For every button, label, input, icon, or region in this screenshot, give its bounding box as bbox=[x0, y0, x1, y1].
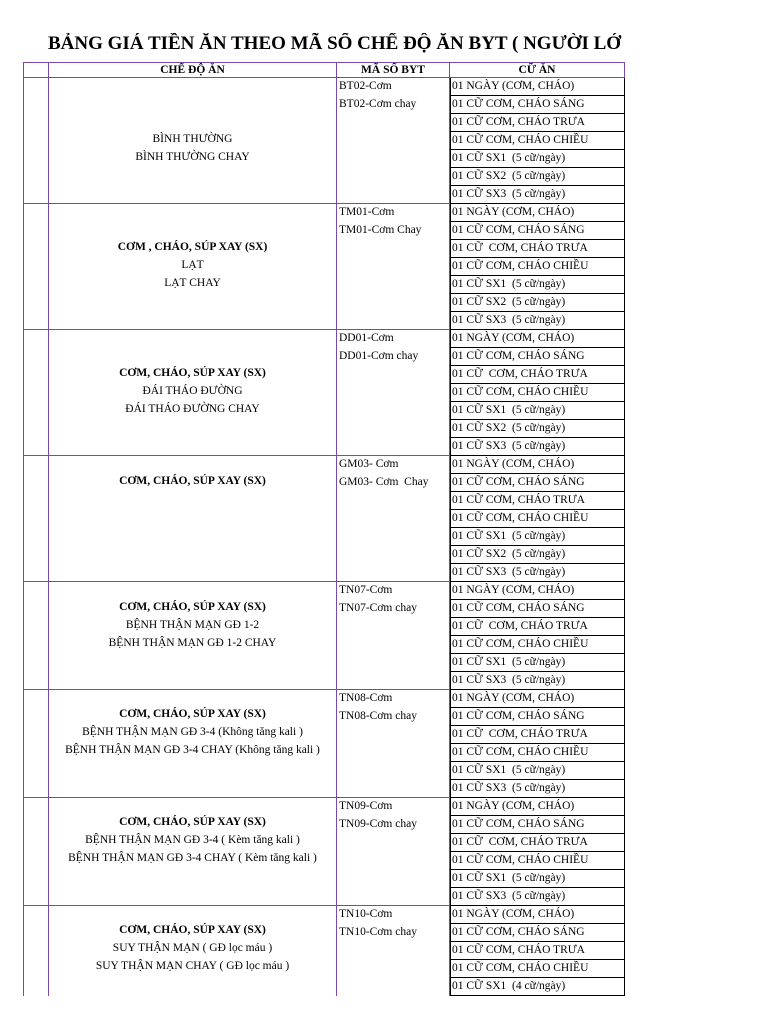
diet-cell bbox=[49, 204, 337, 330]
meal-list bbox=[450, 456, 625, 582]
byt-code-cell bbox=[337, 582, 450, 690]
byt-code: GM03- Cơm Chay bbox=[339, 476, 429, 488]
meal-list bbox=[450, 78, 625, 204]
meal-item: 01 CỮ CƠM, CHÁO CHIỀU bbox=[450, 258, 625, 276]
meal-item: 01 NGÀY (CƠM, CHÁO) bbox=[450, 690, 625, 708]
diet-name: BỆNH THẬN MẠN GĐ 1-2 bbox=[125, 619, 260, 631]
diet-name: LẠT bbox=[181, 259, 204, 271]
diet-name: SUY THẬN MẠN CHAY ( GĐ lọc máu ) bbox=[95, 960, 290, 972]
meal-list bbox=[450, 690, 625, 798]
meal-list bbox=[450, 330, 625, 456]
meal-item: 01 CỮ SX1 (5 cữ/ngày) bbox=[450, 276, 625, 294]
byt-code: BT02-Cơm chay bbox=[339, 98, 417, 110]
diet-name: BỆNH THẬN MẠN GĐ 3-4 CHAY (Không tăng kali ) bbox=[65, 744, 320, 756]
byt-code: TN09-Cơm bbox=[339, 800, 393, 812]
meal-item: 01 CỮ CƠM, CHÁO TRƯA bbox=[450, 618, 625, 636]
meal-item: 01 NGÀY (CƠM, CHÁO) bbox=[450, 78, 625, 96]
meal-item: 01 CỮ CƠM, CHÁO CHIỀU bbox=[450, 384, 625, 402]
header-index bbox=[24, 63, 49, 78]
diet-group-row bbox=[24, 690, 625, 798]
diet-name: ĐÁI THÁO ĐƯỜNG CHAY bbox=[125, 403, 260, 415]
diet-group-row bbox=[24, 330, 625, 456]
meal-item: 01 CỮ SX2 (5 cữ/ngày) bbox=[450, 546, 625, 564]
diet-cell bbox=[49, 582, 337, 690]
diet-name: BỆNH THẬN MẠN GĐ 3-4 (Không tăng kali ) bbox=[82, 726, 303, 738]
meal-item: 01 CỮ SX2 (5 cữ/ngày) bbox=[450, 294, 625, 312]
diet-cell bbox=[49, 78, 337, 204]
meal-item: 01 CỮ CƠM, CHÁO SÁNG bbox=[450, 924, 625, 942]
meal-item: 01 CỮ SX3 (5 cữ/ngày) bbox=[450, 888, 625, 906]
header-diet: CHẾ ĐỘ ĂN bbox=[49, 63, 337, 78]
diet-category-heading: CƠM, CHÁO, SÚP XAY (SX) bbox=[119, 708, 266, 720]
byt-code: TN09-Cơm chay bbox=[339, 818, 417, 830]
diet-cell bbox=[49, 690, 337, 798]
meal-item: 01 CỮ SX3 (5 cữ/ngày) bbox=[450, 186, 625, 204]
meal-item: 01 CỮ SX3 (5 cữ/ngày) bbox=[450, 564, 625, 582]
diet-cell bbox=[49, 798, 337, 906]
meal-list bbox=[450, 906, 625, 996]
byt-code: DD01-Cơm bbox=[339, 332, 394, 344]
index-cell bbox=[24, 690, 49, 798]
diet-group-row bbox=[24, 456, 625, 582]
diet-group-row bbox=[24, 798, 625, 906]
diet-category-heading: CƠM, CHÁO, SÚP XAY (SX) bbox=[119, 601, 266, 613]
meal-item: 01 CỮ CƠM, CHÁO SÁNG bbox=[450, 96, 625, 114]
byt-code-cell bbox=[337, 456, 450, 582]
meal-item: 01 CỮ SX1 (5 cữ/ngày) bbox=[450, 762, 625, 780]
meal-item: 01 NGÀY (CƠM, CHÁO) bbox=[450, 906, 625, 924]
byt-code-cell bbox=[337, 906, 450, 996]
byt-code: TN10-Cơm bbox=[339, 908, 393, 920]
meal-list bbox=[450, 204, 625, 330]
byt-code: TN10-Cơm chay bbox=[339, 926, 417, 938]
meal-item: 01 NGÀY (CƠM, CHÁO) bbox=[450, 456, 625, 474]
byt-code: GM03- Cơm bbox=[339, 458, 399, 470]
diet-name: BỆNH THẬN MẠN GĐ 1-2 CHAY bbox=[108, 637, 277, 649]
byt-code-cell bbox=[337, 330, 450, 456]
meal-item: 01 CỮ CƠM, CHÁO TRƯA bbox=[450, 942, 625, 960]
header-meal: CỮ ĂN bbox=[450, 63, 625, 78]
meal-item: 01 CỮ SX2 (5 cữ/ngày) bbox=[450, 168, 625, 186]
index-cell bbox=[24, 582, 49, 690]
meal-item: 01 CỮ SX3 (5 cữ/ngày) bbox=[450, 312, 625, 330]
diet-name: LẠT CHAY bbox=[164, 277, 221, 289]
meal-item: 01 CỮ CƠM, CHÁO CHIỀU bbox=[450, 636, 625, 654]
meal-item: 01 CỮ CƠM, CHÁO TRƯA bbox=[450, 114, 625, 132]
meal-item: 01 CỮ SX1 (5 cữ/ngày) bbox=[450, 150, 625, 168]
diet-category-heading: CƠM, CHÁO, SÚP XAY (SX) bbox=[119, 816, 266, 828]
byt-code: DD01-Cơm chay bbox=[339, 350, 419, 362]
meal-item: 01 CỮ CƠM, CHÁO SÁNG bbox=[450, 708, 625, 726]
index-cell bbox=[24, 204, 49, 330]
diet-group-row bbox=[24, 204, 625, 330]
meal-item: 01 CỮ CƠM, CHÁO TRƯA bbox=[450, 492, 625, 510]
meal-item: 01 CỮ CƠM, CHÁO CHIỀU bbox=[450, 510, 625, 528]
byt-code: TM01-Cơm bbox=[339, 206, 395, 218]
meal-list bbox=[450, 798, 625, 906]
diet-group-row bbox=[24, 78, 625, 204]
byt-code: TN08-Cơm bbox=[339, 692, 393, 704]
byt-code-cell bbox=[337, 78, 450, 204]
diet-name: SUY THẬN MẠN ( GĐ lọc máu ) bbox=[112, 942, 273, 954]
byt-code: TN07-Cơm chay bbox=[339, 602, 417, 614]
byt-code-cell bbox=[337, 204, 450, 330]
meal-item: 01 CỮ SX1 (4 cữ/ngày) bbox=[450, 978, 625, 996]
diet-name: ĐÁI THÁO ĐƯỜNG bbox=[142, 385, 243, 397]
meal-item: 01 CỮ CƠM, CHÁO CHIỀU bbox=[450, 852, 625, 870]
index-cell bbox=[24, 798, 49, 906]
meal-item: 01 CỮ CƠM, CHÁO CHIỀU bbox=[450, 960, 625, 978]
diet-category-heading: CƠM, CHÁO, SÚP XAY (SX) bbox=[119, 924, 266, 936]
meal-list bbox=[450, 582, 625, 690]
index-cell bbox=[24, 330, 49, 456]
meal-item: 01 CỮ CƠM, CHÁO CHIỀU bbox=[450, 744, 625, 762]
meal-item: 01 NGÀY (CƠM, CHÁO) bbox=[450, 330, 625, 348]
meal-item: 01 CỮ SX1 (5 cữ/ngày) bbox=[450, 870, 625, 888]
diet-category-heading: CƠM, CHÁO, SÚP XAY (SX) bbox=[119, 367, 266, 379]
diet-name: BỆNH THẬN MẠN GĐ 3-4 ( Kèm tăng kali ) bbox=[85, 834, 300, 846]
diet-name: BỆNH THẬN MẠN GĐ 3-4 CHAY ( Kèm tăng kali ) bbox=[68, 852, 317, 864]
diet-name: BÌNH THƯỜNG CHAY bbox=[135, 151, 250, 163]
meal-item: 01 CỮ CƠM, CHÁO TRƯA bbox=[450, 834, 625, 852]
meal-item: 01 CỮ CƠM, CHÁO SÁNG bbox=[450, 348, 625, 366]
byt-code-cell bbox=[337, 798, 450, 906]
meal-item: 01 CỮ CƠM, CHÁO CHIỀU bbox=[450, 132, 625, 150]
meal-item: 01 CỮ CƠM, CHÁO SÁNG bbox=[450, 474, 625, 492]
meal-item: 01 CỮ CƠM, CHÁO TRƯA bbox=[450, 240, 625, 258]
meal-item: 01 CỮ SX2 (5 cữ/ngày) bbox=[450, 420, 625, 438]
meal-item: 01 CỮ CƠM, CHÁO SÁNG bbox=[450, 222, 625, 240]
meal-item: 01 NGÀY (CƠM, CHÁO) bbox=[450, 204, 625, 222]
byt-code: BT02-Cơm bbox=[339, 80, 392, 92]
meal-item: 01 CỮ SX3 (5 cữ/ngày) bbox=[450, 672, 625, 690]
index-cell bbox=[24, 456, 49, 582]
meal-item: 01 CỮ SX1 (5 cữ/ngày) bbox=[450, 528, 625, 546]
byt-code: TN07-Cơm bbox=[339, 584, 393, 596]
meal-item: 01 CỮ CƠM, CHÁO TRƯA bbox=[450, 366, 625, 384]
diet-category-heading: CƠM , CHÁO, SÚP XAY (SX) bbox=[117, 241, 268, 253]
meal-item: 01 CỮ CƠM, CHÁO TRƯA bbox=[450, 726, 625, 744]
meal-item: 01 NGÀY (CƠM, CHÁO) bbox=[450, 582, 625, 600]
meal-item: 01 CỮ SX1 (5 cữ/ngày) bbox=[450, 402, 625, 420]
meal-item: 01 CỮ SX1 (5 cữ/ngày) bbox=[450, 654, 625, 672]
diet-group-row bbox=[24, 582, 625, 690]
meal-item: 01 CỮ CƠM, CHÁO SÁNG bbox=[450, 816, 625, 834]
header-byt-code: MÃ SỐ BYT bbox=[337, 63, 450, 78]
meal-item: 01 CỮ SX3 (5 cữ/ngày) bbox=[450, 438, 625, 456]
index-cell bbox=[24, 78, 49, 204]
meal-item: 01 CỮ SX3 (5 cữ/ngày) bbox=[450, 780, 625, 798]
document-title: BẢNG GIÁ TIỀN ĂN THEO MÃ SỐ CHẾ ĐỘ ĂN BYT ( NGƯỜI LỚ bbox=[48, 33, 622, 54]
diet-cell bbox=[49, 456, 337, 582]
table-header-row bbox=[24, 63, 625, 78]
diet-group-row bbox=[24, 906, 625, 996]
diet-cell bbox=[49, 906, 337, 996]
diet-name: BÌNH THƯỜNG bbox=[152, 133, 233, 145]
price-table bbox=[23, 62, 625, 996]
meal-item: 01 NGÀY (CƠM, CHÁO) bbox=[450, 798, 625, 816]
byt-code: TM01-Cơm Chay bbox=[339, 224, 422, 236]
byt-code: TN08-Cơm chay bbox=[339, 710, 417, 722]
byt-code-cell bbox=[337, 690, 450, 798]
index-cell bbox=[24, 906, 49, 996]
diet-category-heading: CƠM, CHÁO, SÚP XAY (SX) bbox=[119, 475, 266, 487]
diet-cell bbox=[49, 330, 337, 456]
meal-item: 01 CỮ CƠM, CHÁO SÁNG bbox=[450, 600, 625, 618]
